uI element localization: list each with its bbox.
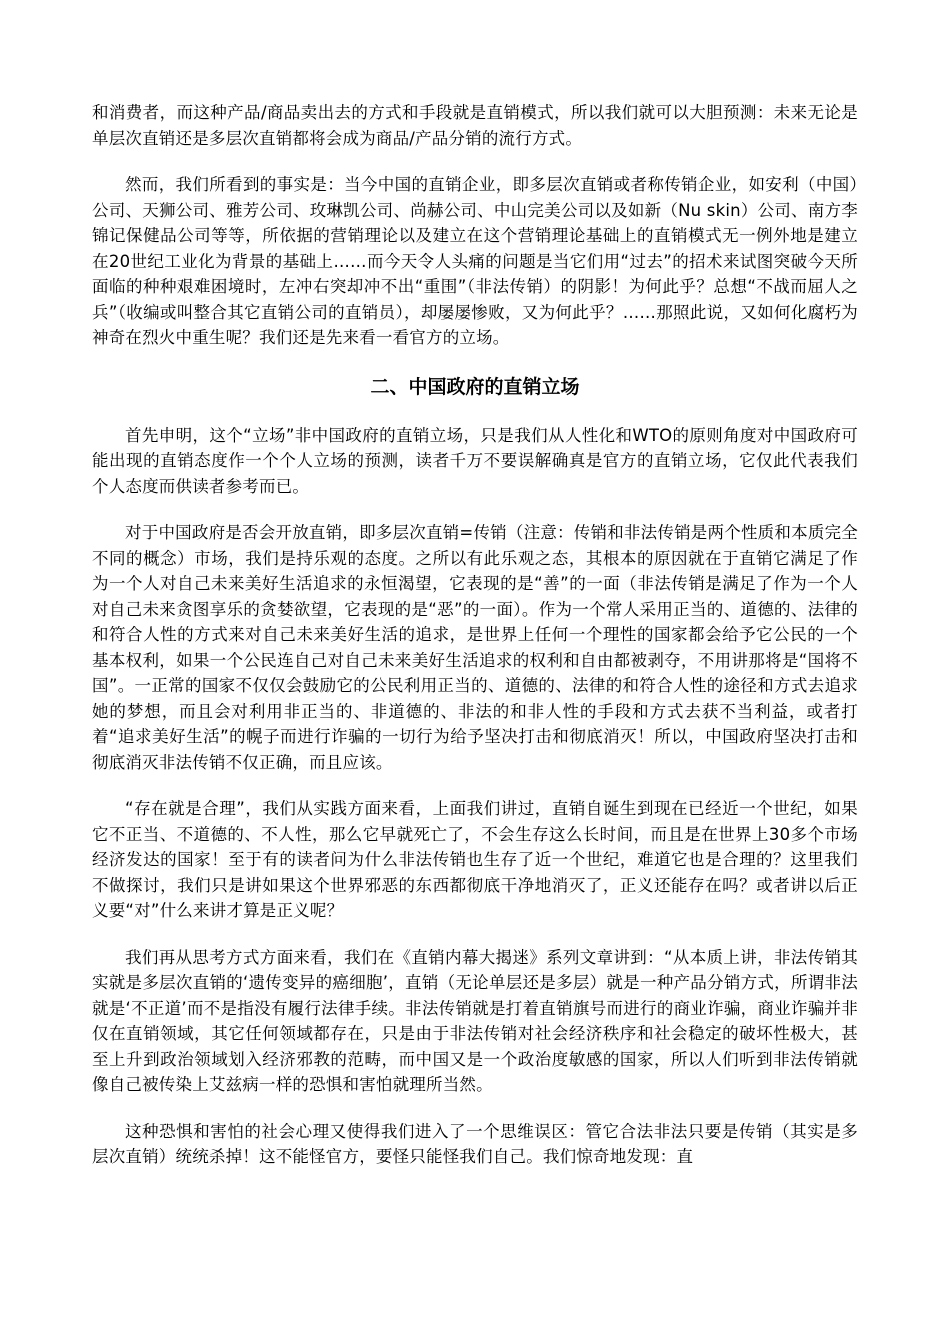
paragraph: 首先申明，这个“立场”非中国政府的直销立场，只是我们从人性化和WTO的原则角度对中国政府可能出现的直销态度作一个个人立场的预测，读者千万不要误解确真是官方的直销立场，它仅此代表我们个人态度而供读者参考而已。: [92, 425, 858, 496]
paragraph-continued: 和消费者，而这种产品/商品卖出去的方式和手段就是直销模式，所以我们就可以大胆预测：未来无论是单层次直销还是多层次直销都将会成为商品/产品分销的流行方式。: [92, 103, 858, 148]
paragraph: 我们再从思考方式方面来看，我们在《直销内幕大揭迷》系列文章讲到：“从本质上讲，非法传销其实就是多层次直销的‘遗传变异的癌细胞’，直销（无论单层还是多层）就是一种产品分销方式，所谓非法就是‘不正道’而不是指没有履行法律手续。非法传销就是打着直销旗号而进行的商业诈骗，商业诈骗并非仅在直销领域，其它任何领域都存在，只是由于非法传销对社会经济秩序和社会稳定的破坏性极大，甚至上升到政治领域划入经济邪教的范畴，而中国又是一个政治度敏感的国家，所以人们听到非法传销就像自己被传染上艾兹病一样的恐惧和害怕就理所当然。: [92, 947, 858, 1094]
section-heading: 二、中国政府的直销立场: [370, 375, 580, 398]
paragraph: 这种恐惧和害怕的社会心理又使得我们进入了一个思维误区：管它合法非法只要是传销（其实是多层次直销）统统杀掉！这不能怪官方，要怪只能怪我们自己。我们惊奇地发现：直: [92, 1121, 858, 1166]
paragraph: 然而，我们所看到的事实是：当今中国的直销企业，即多层次直销或者称传销企业，如安利（中国）公司、天狮公司、雅芳公司、玫琳凯公司、尚赫公司、中山完美公司以及如新（Nu skin）公司、南方李锦记保健品公司等等，所依据的营销理论以及建立在这个营销理论基础上的直销模式无一例外地是建立在20世纪工业化为背景的基础上……而今天令人头痛的问题是当它们用“过去”的招术来试图突破今天所面临的种种艰难困境时，左冲右突却冲不出“重围”（非法传销）的阴影！为何此乎？总想“不战而屈人之兵”（收编或叫整合其它直销公司的直销员），却屡屡惨败，又为何此乎？……那照此说，又如何化腐朽为神奇在烈火中重生呢？我们还是先来看一看官方的立场。: [92, 175, 858, 347]
paragraph: “存在就是合理”，我们从实践方面来看，上面我们讲过，直销自诞生到现在已经近一个世纪，如果它不正当、不道德的、不人性，那么它早就死亡了，不会生存这么长时间，而且是在世界上30多个市场经济发达的国家！至于有的读者问为什么非法传销也生存了近一个世纪，难道它也是合理的？这里我们不做探讨，我们只是讲如果这个世界邪恶的东西都彻底干净地消灭了，正义还能存在吗？或者讲以后正义要“对”什么来讲才算是正义呢？: [92, 799, 858, 920]
paragraph: 对于中国政府是否会开放直销，即多层次直销=传销（注意：传销和非法传销是两个性质和本质完全不同的概念）市场，我们是持乐观的态度。之所以有此乐观之态，其根本的原因就在于直销它满足了作为一个人对自己未来美好生活追求的永恒渴望，它表现的是“善”的一面（非法传销是满足了作为一个人对自己未来贪图享乐的贪婪欲望，它表现的是“恶”的一面）。作为一个常人采用正当的、道德的、法律的和符合人性的方式来对自己未来美好生活的追求，是世界上任何一个理性的国家都会给予它公民的一个基本权利，如果一个公民连自己对自己未来美好生活追求的权利和自由都被剥夺，不用讲那将是“国将不国”。一正常的国家不仅仅会鼓励它的公民利用正当的、道德的、法律的和符合人性的途径和方式去追求她的梦想，而且会对利用非正当的、非道德的、非法的和非人性的手段和方式去获不当利益，或者打着“追求美好生活”的幌子而进行诈骗的一切行为给予坚决打击和彻底消灭！所以，中国政府坚决打击和彻底消灭非法传销不仅正确，而且应该。: [92, 523, 858, 772]
document-page: [92, 100, 858, 1191]
